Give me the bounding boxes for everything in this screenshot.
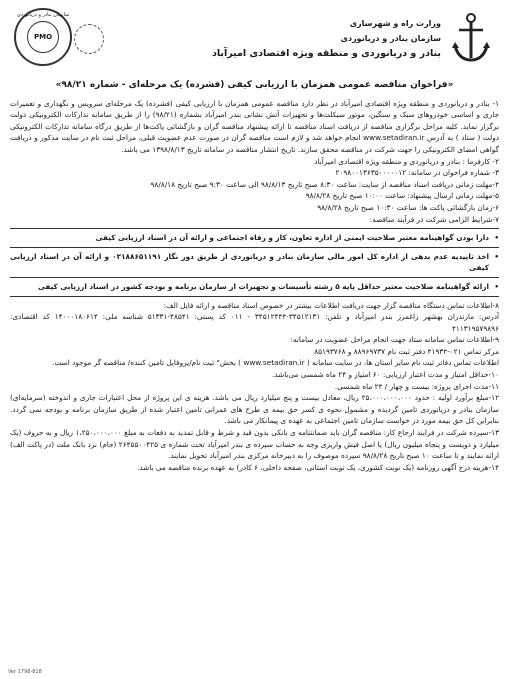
letterhead xyxy=(10,6,499,78)
ministry-name: وزارت راه و شهرسازی xyxy=(349,19,441,28)
item-9: ۹-اطلاعات تماس سامانه ستاد جهت انجام مراحل عضویت در سامانه: xyxy=(290,335,499,345)
item-1: ۱- بنادر و دریانوردی و منطقه ویژه اقتصادی امیرآباد در نظر دارد مناقصه عمومی همزمان با ارزیابی کیفی (فشرده) یک مرحله‌ای سرویس و نگهداری و تعمیرات جاری و اساسی خودروهای سبک و سنگین، موتور سیکلت‌ها و تجهیزات آتش نشانی بندر امیرآباد بشماره (۹۸/۲۱) را از طریق سامانه تدارکات الکترونیکی دولت برگزار نماید. کلیه مراحل برگزاری مناقصه از دریافت اسناد مناقصه تا ارائه پیشنهاد مناقصه گران و بازگشائی پاکت‌ها از طریق درگاه سامانه تدارکات الکترونیکی دولت ( ستاد ) به آدرس www.setadiran.ir انجام خواهد شد و لازم است مناقصه گران در صورت عدم عضویت قبلی، مراحل ثبت نام در سایت مذکور و دریافت گواهی امضای الکترونیکی را جهت شرکت در مناقصه محقق سازند. تاریخ انتشار مناقصه در سامانه تاریخ ۱۳۹۸/۸/۱۳ می باشد. xyxy=(10,98,500,154)
item-4: ۴-مهلت زمانی دریافت اسناد مناقصه از سایت: ساعت ۸:۳۰ صبح تاریخ ۹۸/۸/۱۳ الی ساعت ۹:۳۰ صبح تاریخ ۹۸/۸/۱۸ xyxy=(150,179,499,189)
footer-version: Ver 1798-818 xyxy=(8,669,42,675)
announcement-title: «فراخوان مناقصه عمومی همزمان با ارزیابی کیفی (فشرده) یک مرحله‌ای - شماره ۹۸/۲۱» xyxy=(55,80,454,90)
requirement-bullet: • دارا بودن گواهینامه معتبر صلاحیت ایمنی از اداره تعاون، کار و رفاه اجتماعی و ارائه آن در اسناد ارزیابی کیفی xyxy=(10,232,499,244)
divider xyxy=(10,277,499,278)
call-center-line: مرکز تماس ۰۲۱-۴۱۹۳۴ دفتر ثبت نام ۸۸۹۶۹۷۳۷ و ۸۵۱۹۳۷۶۸ xyxy=(314,346,499,356)
item-3: ۳- شماره فراخوان در سامانه: ۲۰۹۸۰۰۱۳۶۳۵۰۰۰۰۰۱۲ xyxy=(335,168,499,178)
registration-offices-line: اطلاعات تماس دفاتر ثبت نام سایر استان ها، در سایت سامانه ( www.setadiran.ir ) بخش" ثبت نام/پروفایل تامین کننده/ مناقصه گر موجود است. xyxy=(52,358,499,368)
item-7: ۷-شرایط الزامی شرکت در فرآیند مناقصه: xyxy=(369,214,499,224)
divider xyxy=(10,247,499,248)
item-11: ۱۱-مدت اجرای پروژه: بیست و چهار / ۲۴ ماه شمسی. xyxy=(334,381,499,391)
seal-initials: PMO xyxy=(27,21,59,53)
item-2: ۲- کارفرما : بنادر و دریانوردی و منطقه ویژه اقتصادی امیرآباد xyxy=(314,156,499,166)
item-13: ۱۳-سپرده شرکت در فرایند ارجاع کار: مناقصه گران باید ضمانتنامه ی بانکی بدون قید و شرط و قابل تمدید به دفعات به مبلغ ۱،۲۵۰،۰۰۰،۰۰۰ ریال و به حروف (یک میلیارد و دویست و پنجاه میلیون ریال) یا اصل فیش واریزی وجه به حساب سپرده ی بندر امیرآباد تحت شماره ی ۲۶۴۵۵۰۰۴۲۵ (جام) نزد بانک ملت (در پاکت الف) ارائه نمایند و تا ساعت ۱۰ صبح تاریخ ۹۸/۸/۲۸ سپرده موصوف را به دبیرخانه مرکزی بندر امیرآباد تحویل نمایند. xyxy=(10,428,499,461)
round-stamp-icon xyxy=(74,24,104,54)
item-5: ۵-مهلت زمانی ارسال پیشنهاد: ساعت ۱۰:۰۰ صبح تاریخ ۹۸/۸/۲۸ xyxy=(305,191,499,201)
address-line: آدرس: مازندران بهشهر زاغمرز بندر امیرآباد و تلفن: ۳۴۵۱۲۱۳۱-۳۴۵۱۲۴۴۴ - ۰۱۱ کد پستی: ۴۸۵۴۱-۵۱۳۳۱ شناسه ملی: ۱۴۰۰۰۱۸۰۶۱۴ کد اقتصادی: ۴۱۱۳۱۹۵۷۹۸۹۶ xyxy=(10,312,499,333)
item-10: ۱۰-حداقل امتیاز و مدت اعتبار ارزیابی: ۶۰ امتیاز و ۲۴ ماه شمسی می‌باشد. xyxy=(271,370,499,380)
divider xyxy=(10,296,499,297)
pmo-seal-icon xyxy=(14,8,72,66)
anchor-emblem-icon xyxy=(449,10,493,66)
requirement-bullet: • اخذ تاییدیه عدم بدهی از اداره کل امور مالی سازمان بنادر و دریانوردی از طریق دور نگار ۰۲۱۸۸۶۵۱۱۹۱ و ارائه آن در اسناد ارزیابی کیفی xyxy=(10,251,499,274)
requirement-bullet: • ارائه گواهینامه صلاحیت معتبر حداقل پایه ۵ رشته تأسیسات و تجهیزات از سازمان برنامه و بودجه کشور در اسناد ارزیابی کیفی xyxy=(10,281,499,293)
item-6: ۶-زمان بازگشائی پاکت ها: ساعت ۱۰:۳۰ صبح تاریخ ۹۸/۸/۲۸ xyxy=(317,202,499,212)
item-14: ۱۴-هزینه درج آگهی روزنامه (یک نوبت کشوری، یک نوبت استانی، صفحه داخلی، ۶ کادر) به عهده برنده مناقصه می باشد. xyxy=(136,462,499,472)
announcement-body xyxy=(10,80,499,473)
divider xyxy=(10,228,499,229)
item-8: ۸-اطلاعات تماس دستگاه مناقصه گزار جهت دریافت اطلاعات بیشتر در خصوص اسناد مناقصه و ارائه فایل الف: xyxy=(163,300,499,310)
letterhead-text xyxy=(212,16,441,61)
item-12: ۱۲-مبلغ برآورد اولیه : حدود ۲۵،۰۰۰،۰۰۰،۰۰۰ ریال، معادل بیست و پنج میلیارد ریال می باشد. هزینه ی این پروژه از محل اعتبارات جاری و اندوخته (سرمایه‌ای) سازمان بنادر و دریانوردی تامین گردیده و مشمول نحوه ی کسر حق بیمه ی طرح های عمرانی تامین اعتبار شده از طریق سازمان برنامه و بودجه نمی گردد. بنابراین کل حق بیمه مورد در خواست سازمان تامین اجتماعی به عهده ی پیمانکار می باشد. xyxy=(10,393,499,426)
seal-ring-text: سازمان بنادر و دریانوردی xyxy=(16,12,70,18)
port-name: بنادر و دریانوردی و منطقه ویژه اقتصادی امیرآباد xyxy=(211,48,441,59)
organization-name: سازمان بنادر و دریانوردی xyxy=(340,34,441,43)
